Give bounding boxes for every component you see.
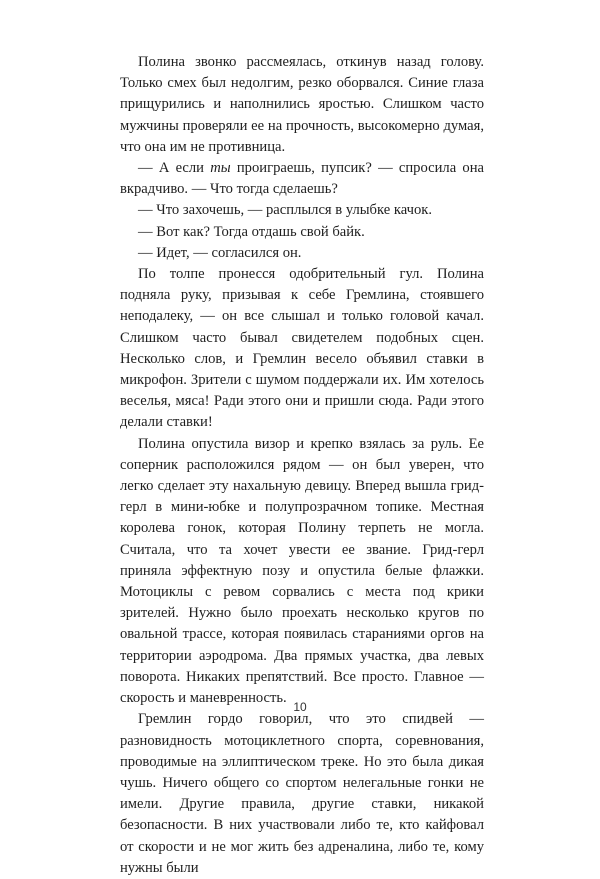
paragraph-race-start: Полина опустила визор и крепко взялась за руль. Ее соперник расположился рядом — он был уверен, что легко сделает эту нахальную девицу. Вперед вышла грид-герл в мини-юбке и полупрозрачном топике. Местная королева гонок, которая Полину терпеть не могла. Считала, что та хочет увести ее звание. Грид-герл приняла эффектную позу и опустила белые флажки. Мотоциклы с ревом сорвались с места под крики зрителей. Нужно было проехать несколько кругов по овальной трассе, которая появилась стараниями оргов на территории аэродрома. Два прямых участка, два левых поворота. Никаких препятствий. Все просто. Главное — скорость и маневренность. xyxy=(120,435,484,707)
paragraph-speedway: Гремлин гордо говорил, что это спидвей — разновидность мотоциклетного спорта, соревнования, проводимые на эллиптическом треке. Но это была дикая чушь. Ничего общего со спортом нелегальные гонки не имели. Другие правила, другие ставки, никакой безопасности. В них участвовали либо те, кто кайфовал от скорости и не мог жить без адреналина, либо те, кому нужны были xyxy=(120,711,484,876)
paragraph-crowd: По толпе пронесся одобрительный гул. Полина подняла руку, призывая к себе Гремлина, стоявшего неподалеку, — он все слышал и только головой качал. Слишком часто бывал свидетелем подобных сцен. Несколько слов, и Гремлин весело объявил ставки в микрофон. Зрители с шумом поддержали их. Им хотелось веселья, мяса! Ради этого они и пришли сюда. Ради этого делали ставки! xyxy=(120,266,484,431)
body-text xyxy=(120,52,484,879)
paragraph-dialogue-bike: — Вот как? Тогда отдашь свой байк. xyxy=(138,223,365,240)
paragraph-dialogue-agree: — Идет, — согласился он. xyxy=(138,244,302,261)
italic-emphasis: ты xyxy=(210,160,231,177)
paragraph-dialogue-answer: — Что захочешь, — расплылся в улыбке качок. xyxy=(138,202,432,219)
page-number: 10 xyxy=(293,700,307,714)
dialogue-text-before: — А если xyxy=(138,160,211,177)
paragraph-dialogue-question xyxy=(120,158,484,200)
dialogue-text-after: проиграешь, пупсик? — спросила она вкрадчиво. — Что тогда сделаешь? xyxy=(120,160,484,198)
paragraph-laugh: Полина звонко рассмеялась, откинув назад голову. Только смех был недолгим, резко оборвался. Синие глаза прищурились и наполнились яростью. Слишком часто мужчины проверяли ее на прочность, высокомерно думая, что она им не противница. xyxy=(120,54,484,155)
